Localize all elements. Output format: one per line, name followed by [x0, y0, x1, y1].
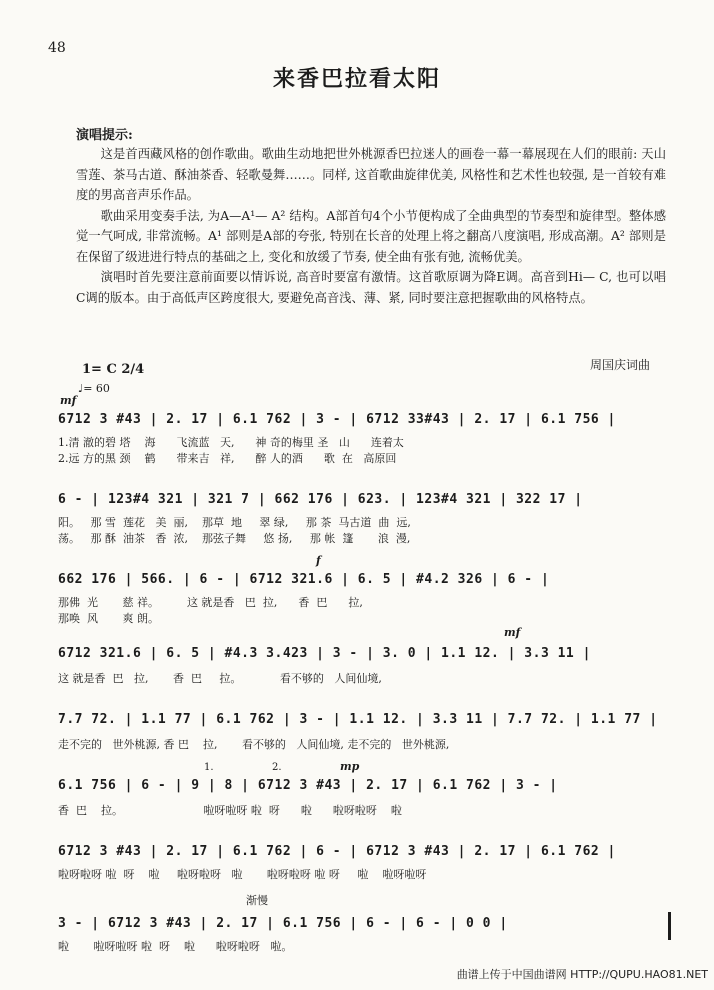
volta-1: 1. [204, 762, 214, 773]
lyric-line-1: 啦 啦呀啦呀 啦 呀 啦 啦呀啦呀 啦。 [58, 940, 293, 953]
notes-paragraph-3: 演唱时首先要注意前面要以情诉说, 高音时要富有激情。这首歌原调为降E调。高音到Hi— C, 也可以唱C调的版本。由于高低声区跨度很大, 要避免高音浅、薄、紧, 同时要注意把握歌曲的风格特点。 [76, 270, 666, 305]
lyric-line-1: 1.清 澈的碧 塔 海 飞流蓝 天, 神 奇的梅里 圣 山 连着太 [58, 436, 404, 449]
notes-heading: 演唱提示: [76, 128, 133, 143]
lyric-line-1: 阳。 那 雪 莲花 美 丽, 那草 地 翠 绿, 那 茶 马古道 曲 远, [58, 516, 411, 529]
dynamic-mp: mp [340, 760, 360, 773]
performance-notes [76, 144, 666, 308]
notation-row: 662 176 | 566. | 6 - | 6712 321.6 | 6. 5 | #4.2 326 | 6 - | [58, 572, 550, 587]
ritardando-mark: 渐慢 [246, 894, 268, 907]
key-signature: 1= C 2/4 [82, 362, 145, 377]
volta-2: 2. [272, 762, 282, 773]
lyric-line-1: 啦呀啦呀 啦 呀 啦 啦呀啦呀 啦 啦呀啦呀 啦 呀 啦 啦呀啦呀 [58, 868, 427, 881]
notation-row: 7.7 72. | 1.1 77 | 6.1 762 | 3 - | 1.1 12. | 3.3 11 | 7.7 72. | 1.1 77 | [58, 712, 658, 727]
notation-row: 3 - | 6712 3 #43 | 2. 17 | 6.1 756 | 6 - | 6 - | 0 0 | [58, 916, 508, 931]
lyric-line-2: 那唤 风 爽 朗。 [58, 612, 159, 625]
notes-paragraph-2: 歌曲采用变奏手法, 为A—A¹— A² 结构。A部首句4个小节便构成了全曲典型的节奏型和旋律型。整体感觉一气呵成, 非常流畅。A¹ 部则是A部的夸张, 特别在长音的处理上将之翻高八度演唱, 形成高潮。A² 部则是在保留了级进进行特点的基础之上, 变化和放缓了节奏, 使全曲有张有弛, 流畅优美。 [76, 208, 666, 264]
dynamic-mf-2: mf [504, 626, 521, 639]
notation-row: 6712 321.6 | 6. 5 | #4.3 3.423 | 3 - | 3. 0 | 1.1 12. | 3.3 11 | [58, 646, 591, 661]
lyric-line-1: 走不完的 世外桃源, 香 巴 拉, 看不够的 人间仙境, 走不完的 世外桃源, [58, 738, 450, 751]
dynamic-f: f [316, 554, 321, 567]
lyric-line-1: 那佛 光 慈 祥。 这 就是香 巴 拉, 香 巴 拉, [58, 596, 363, 609]
dynamic-mf: mf [60, 394, 77, 407]
lyric-line-1: 香 巴 拉。 啦呀啦呀 啦 呀 啦 啦呀啦呀 啦 [58, 804, 402, 817]
notation-row: 6712 3 #43 | 2. 17 | 6.1 762 | 6 - | 6712 3 #43 | 2. 17 | 6.1 762 | [58, 844, 616, 859]
tempo-mark: ♩= 60 [78, 382, 110, 395]
lyric-line-2: 2.远 方的黑 颈 鹤 带来吉 祥, 醉 人的酒 歌 在 高原回 [58, 452, 397, 465]
notation-row: 6712 3 #43 | 2. 17 | 6.1 762 | 3 - | 6712 33#43 | 2. 17 | 6.1 756 | [58, 412, 616, 427]
notation-row: 6 - | 123#4 321 | 321 7 | 662 176 | 623. | 123#4 321 | 322 17 | [58, 492, 583, 507]
notes-paragraph-1: 这是首西藏风格的创作歌曲。歌曲生动地把世外桃源香巴拉迷人的画卷一幕一幕展现在人们的眼前: 天山雪莲、茶马古道、酥油茶香、轻歌曼舞……。同样, 这首歌曲旋律优美, 风格性和艺术性也较强, 是一首较有难度的男高音声乐作品。 [76, 147, 666, 202]
lyric-line-2: 荡。 那 酥 油茶 香 浓, 那弦子舞 悠 扬, 那 帐 篷 浪 漫, [58, 532, 411, 545]
notation-row: 6.1 756 | 6 - | 9 | 8 | 6712 3 #43 | 2. 17 | 6.1 762 | 3 - | [58, 778, 558, 793]
lyric-line-1: 这 就是香 巴 拉, 香 巴 拉。 看不够的 人间仙境, [58, 672, 382, 685]
final-barline [668, 912, 671, 940]
song-title: 来香巴拉看太阳 [272, 66, 441, 92]
page-number: 48 [48, 40, 66, 56]
composer: 周国庆词曲 [590, 358, 651, 372]
footer-watermark: 曲谱上传于中国曲谱网 HTTP://QUPU.HAO81.NET [456, 968, 708, 981]
